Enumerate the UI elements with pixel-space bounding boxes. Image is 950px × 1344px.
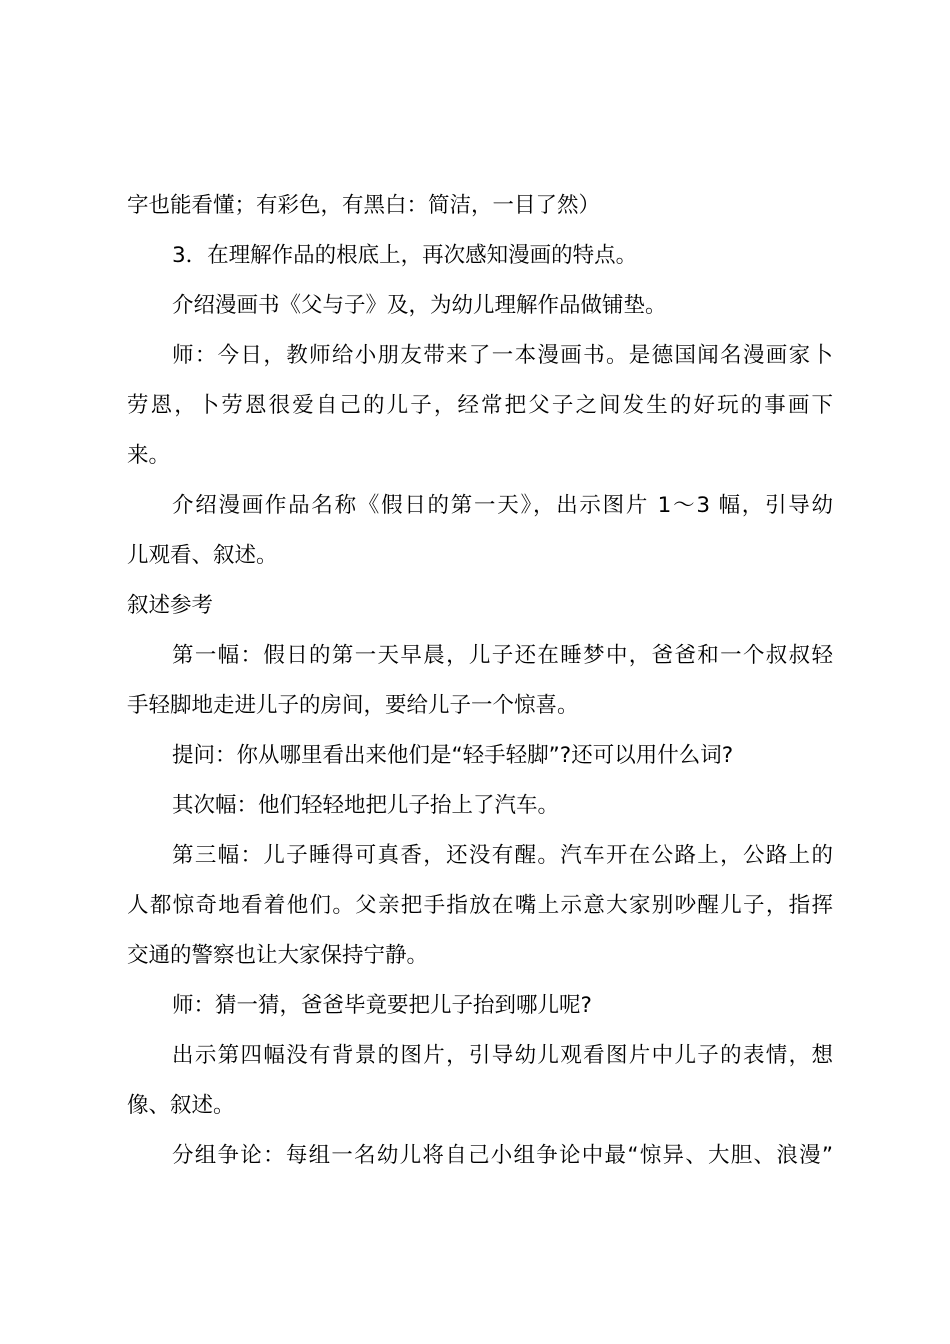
- text-line: 师：猜一猜，爸爸毕竟要把儿子抬到哪儿呢?: [172, 993, 592, 1018]
- text-line: 出示第四幅没有背景的图片，引导幼儿观看图片中儿子的表情，想: [172, 1043, 833, 1068]
- text-line: 分组争论：每组一名幼儿将自己小组争论中最“惊异、大胆、浪漫”: [172, 1143, 833, 1168]
- text-line: 第一幅：假日的第一天早晨，儿子还在睡梦中，爸爸和一个叔叔轻: [172, 643, 833, 668]
- text-line: 像、叙述。: [127, 1093, 235, 1118]
- text-line: 其次幅：他们轻轻地把儿子抬上了汽车。: [172, 793, 560, 818]
- text-line: 劳恩，卜劳恩很爱自己的儿子，经常把父子之间发生的好玩的事画下: [127, 393, 833, 418]
- text-line: 提问：你从哪里看出来他们是“轻手轻脚”?还可以用什么词?: [172, 743, 734, 768]
- text-line: 儿观看、叙述。: [127, 543, 278, 568]
- text-line: 人都惊奇地看着他们。父亲把手指放在嘴上示意大家别吵醒儿子，指挥: [127, 893, 833, 918]
- text-line: 交通的警察也让大家保持宁静。: [127, 943, 429, 968]
- text-line: 字也能看懂；有彩色，有黑白：简洁，一目了然）: [127, 193, 601, 218]
- text-line: 3．在理解作品的根底上，再次感知漫画的特点。: [172, 243, 638, 268]
- text-line: 来。: [127, 443, 171, 468]
- text-line: 手轻脚地走进儿子的房间，要给儿子一个惊喜。: [127, 693, 579, 718]
- text-line: 叙述参考: [127, 593, 214, 618]
- document-page: [127, 181, 833, 1181]
- text-line: 师：今日，教师给小朋友带来了一本漫画书。是德国闻名漫画家卜: [172, 343, 833, 368]
- text-line: 介绍漫画书《父与子》及，为幼儿理解作品做铺垫。: [172, 293, 667, 318]
- text-line: 介绍漫画作品名称《假日的第一天》，出示图片 1～3 幅，引导幼: [172, 493, 833, 518]
- text-line: 第三幅：儿子睡得可真香，还没有醒。汽车开在公路上，公路上的: [172, 843, 833, 868]
